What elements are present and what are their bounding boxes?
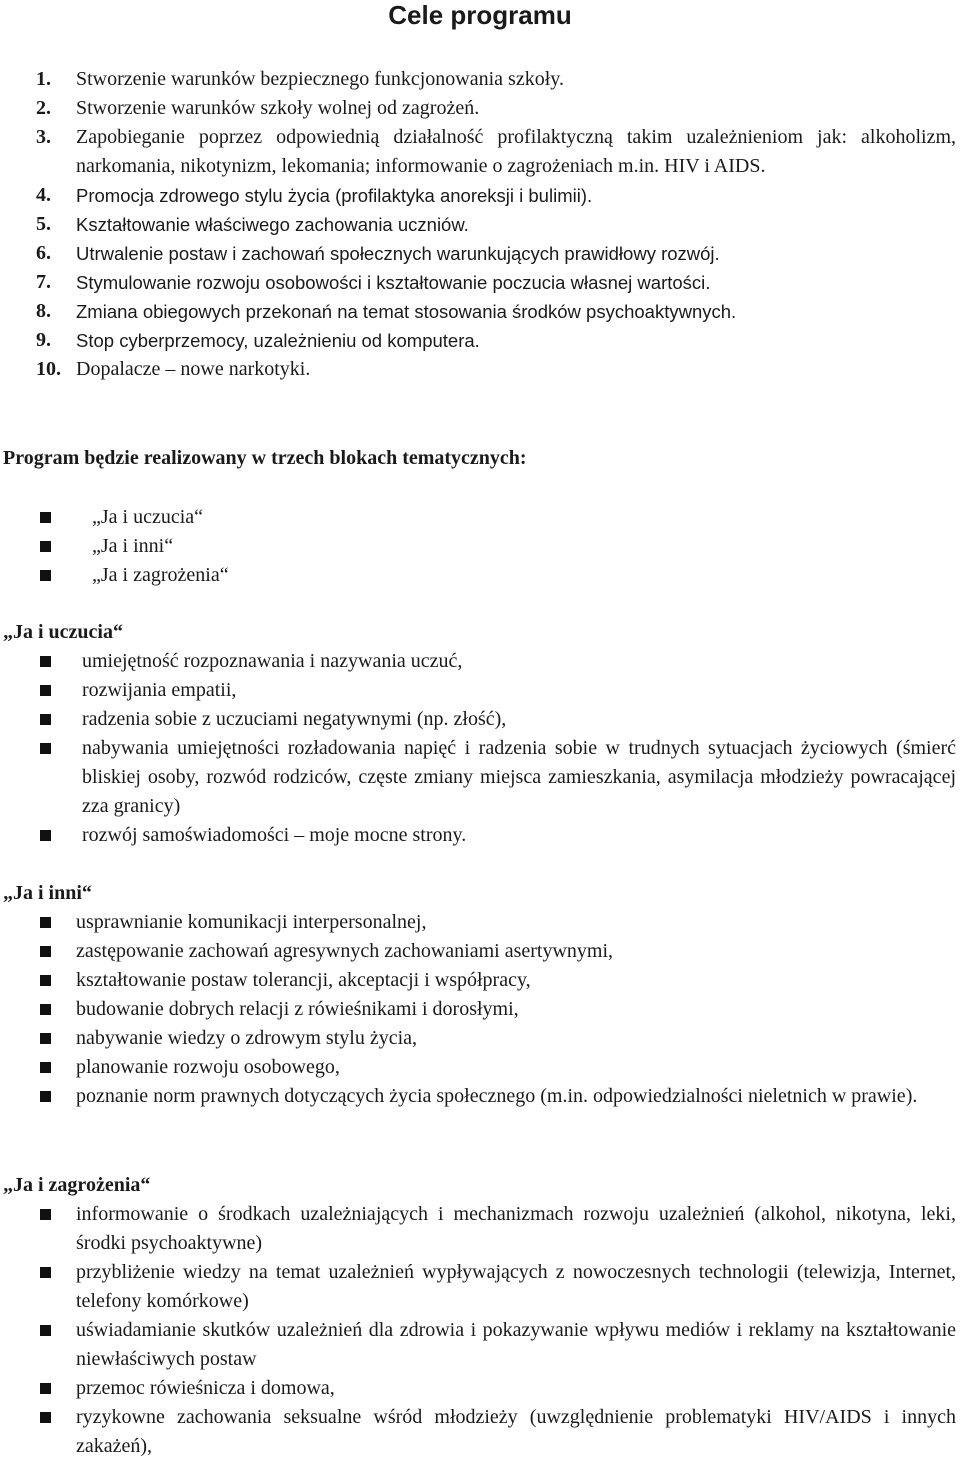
block-label: „Ja i uczucia“ — [92, 506, 204, 528]
list-item — [36, 821, 956, 850]
goal-text: Stymulowanie rozwoju osobowości i kształtowanie poczucia własnej wartości. — [76, 272, 711, 293]
square-bullet-icon — [40, 541, 51, 552]
feelings-list — [36, 647, 956, 850]
goal-number: 6. — [36, 242, 51, 264]
goal-item — [36, 65, 956, 94]
list-item-text: budowanie dobrych relacji z rówieśnikami i dorosłymi, — [76, 998, 519, 1020]
list-item — [36, 734, 956, 821]
list-item-text: przemoc rówieśnicza i domowa, — [76, 1377, 335, 1399]
list-item — [36, 1200, 956, 1258]
square-bullet-icon — [40, 1209, 51, 1220]
list-item — [36, 1258, 956, 1316]
list-item — [36, 1374, 956, 1403]
block-label: „Ja i zagrożenia“ — [92, 564, 229, 586]
others-list — [36, 908, 956, 1111]
goal-number: 1. — [36, 68, 51, 90]
goal-number: 9. — [36, 329, 51, 351]
section-title-threats: „Ja i zagrożenia“ — [3, 1174, 151, 1196]
square-bullet-icon — [40, 830, 51, 841]
goal-text: Dopalacze – nowe narkotyki. — [76, 358, 311, 380]
list-item — [36, 705, 956, 734]
goal-item — [36, 94, 956, 123]
square-bullet-icon — [40, 1033, 51, 1044]
list-item-text: zastępowanie zachowań agresywnych zachowaniami asertywnymi, — [76, 940, 614, 962]
list-item — [36, 1082, 956, 1111]
goal-item — [36, 239, 956, 268]
list-item — [36, 995, 956, 1024]
goal-text: Stworzenie warunków szkoły wolnej od zagrożeń. — [76, 97, 480, 119]
list-item — [36, 676, 956, 705]
goal-text: Promocja zdrowego stylu życia (profilaktyka anoreksji i bulimii). — [76, 185, 593, 206]
square-bullet-icon — [40, 1062, 51, 1073]
square-bullet-icon — [40, 1091, 51, 1102]
threats-list — [36, 1200, 956, 1461]
section-title-feelings: „Ja i uczucia“ — [3, 621, 123, 643]
list-item-text: nabywanie wiedzy o zdrowym stylu życia, — [76, 1027, 418, 1049]
goal-item — [36, 326, 956, 355]
goal-number: 4. — [36, 184, 51, 206]
square-bullet-icon — [40, 685, 51, 696]
blocks-list — [36, 503, 536, 590]
list-item-text: umiejętność rozpoznawania i nazywania uczuć, — [82, 650, 463, 672]
goal-text: Zmiana obiegowych przekonań na temat stosowania środków psychoaktywnych. — [76, 301, 737, 322]
list-item-text: rozwój samoświadomości – moje mocne strony. — [82, 824, 467, 846]
goal-number: 7. — [36, 271, 51, 293]
block-label: „Ja i inni“ — [92, 535, 174, 557]
square-bullet-icon — [40, 1267, 51, 1278]
goal-text: Utrwalenie postaw i zachowań społecznych warunkujących prawidłowy rozwój. — [76, 243, 720, 264]
list-item-text: rozwijania empatii, — [82, 679, 237, 701]
list-item — [36, 937, 956, 966]
square-bullet-icon — [40, 570, 51, 581]
list-item-text: ryzykowne zachowania seksualne wśród młodzieży (uwzględnienie problematyki HIV/AIDS i innych zakażeń), — [76, 1406, 956, 1457]
goals-list — [36, 65, 956, 384]
block-item — [36, 532, 536, 561]
list-item — [36, 1024, 956, 1053]
goal-text: Stworzenie warunków bezpiecznego funkcjonowania szkoły. — [76, 68, 564, 90]
list-item — [36, 908, 956, 937]
goal-number: 10. — [36, 358, 61, 380]
section-title-others: „Ja i inni“ — [3, 882, 92, 904]
goal-item — [36, 210, 956, 239]
goal-item — [36, 297, 956, 326]
square-bullet-icon — [40, 975, 51, 986]
goal-text: Zapobieganie poprzez odpowiednią działalność profilaktyczną takim uzależnieniom jak: alkoholizm, narkomania, nikotynizm, lekomania; informowanie o zagrożeniach m.in. HIV i AIDS. — [76, 126, 956, 177]
goal-item — [36, 355, 956, 384]
list-item-text: uświadamianie skutków uzależnień dla zdrowia i pokazywanie wpływu mediów i reklamy na kształtowanie niewłaściwych postaw — [76, 1319, 956, 1370]
block-item — [36, 561, 536, 590]
list-item — [36, 1316, 956, 1374]
page-title: Cele programu — [388, 0, 572, 30]
goal-item — [36, 268, 956, 297]
square-bullet-icon — [40, 656, 51, 667]
list-item-text: kształtowanie postaw tolerancji, akceptacji i współpracy, — [76, 969, 531, 991]
goal-number: 3. — [36, 126, 51, 148]
list-item — [36, 647, 956, 676]
list-item-text: nabywania umiejętności rozładowania napięć i radzenia sobie w trudnych sytuacjach życiowych (śmierć bliskiej osoby, rozwód rodziców, częste zmiany miejsca zamieszkania, asymilacja młodzieży powracającej zza granicy) — [82, 737, 956, 817]
square-bullet-icon — [40, 946, 51, 957]
block-item — [36, 503, 536, 532]
list-item-text: usprawnianie komunikacji interpersonalnej, — [76, 911, 427, 933]
list-item-text: radzenia sobie z uczuciami negatywnymi (np. złość), — [82, 708, 507, 730]
goal-item — [36, 181, 956, 210]
list-item-text: poznanie norm prawnych dotyczących życia społecznego (m.in. odpowiedzialności nieletnich w prawie). — [76, 1085, 918, 1107]
list-item — [36, 1053, 956, 1082]
list-item — [36, 1403, 956, 1461]
goal-number: 5. — [36, 213, 51, 235]
square-bullet-icon — [40, 512, 51, 523]
list-item — [36, 966, 956, 995]
list-item-text: informowanie o środkach uzależniających i mechanizmach rozwoju uzależnień (alkohol, nikotyna, leki, środki psychoaktywne) — [76, 1203, 956, 1254]
goal-text: Kształtowanie właściwego zachowania uczniów. — [76, 214, 469, 235]
square-bullet-icon — [40, 1383, 51, 1394]
blocks-intro: Program będzie realizowany w trzech blokach tematycznych: — [3, 447, 527, 469]
square-bullet-icon — [40, 917, 51, 928]
goal-number: 8. — [36, 300, 51, 322]
square-bullet-icon — [40, 743, 51, 754]
square-bullet-icon — [40, 1325, 51, 1336]
goal-number: 2. — [36, 97, 51, 119]
list-item-text: przybliżenie wiedzy na temat uzależnień wypływających z nowoczesnych technologii (telewizja, Internet, telefony komórkowe) — [76, 1261, 956, 1312]
goal-item — [36, 123, 956, 181]
goal-text: Stop cyberprzemocy, uzależnieniu od komputera. — [76, 330, 480, 351]
square-bullet-icon — [40, 1412, 51, 1423]
list-item-text: planowanie rozwoju osobowego, — [76, 1056, 340, 1078]
square-bullet-icon — [40, 1004, 51, 1015]
square-bullet-icon — [40, 714, 51, 725]
